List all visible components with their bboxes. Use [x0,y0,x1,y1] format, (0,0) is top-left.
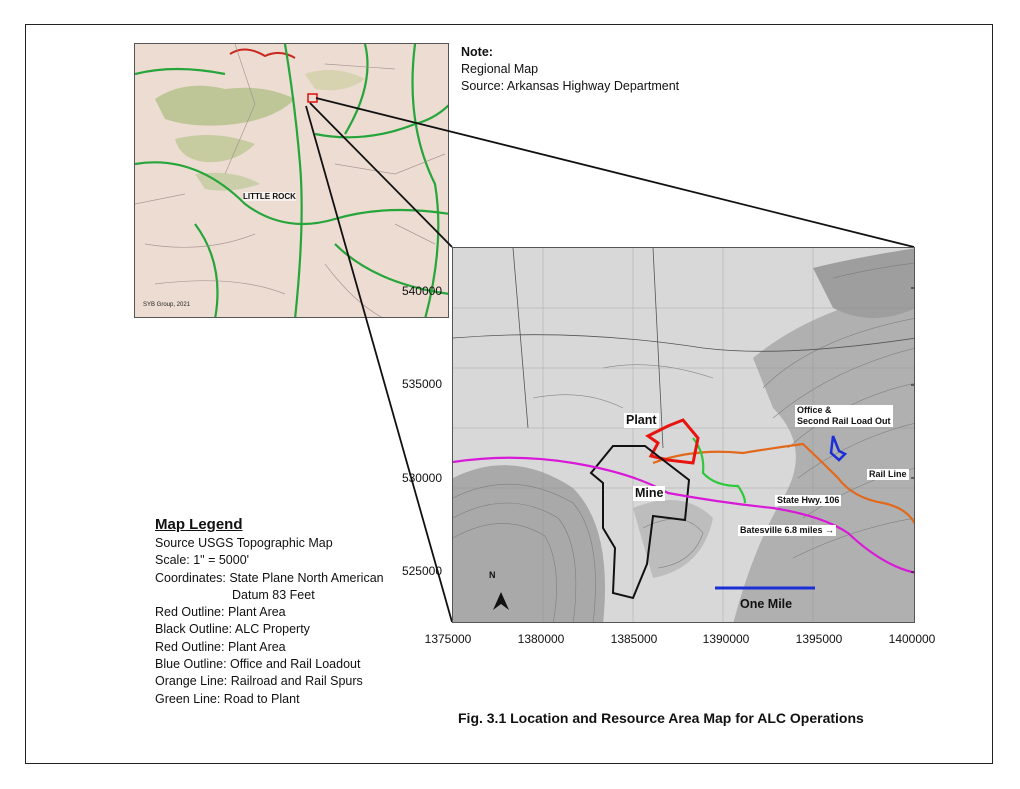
topographic-map [452,247,915,623]
label-batesville: Batesville 6.8 miles → [740,525,835,535]
legend-line: Black Outline: ALC Property [155,622,310,637]
legend-line: Source USGS Topographic Map [155,536,333,550]
y-tick: 535000 [401,377,442,391]
note-line: Source: Arkansas Highway Department [461,79,680,93]
legend-line: Red Outline: Plant Area [155,605,286,620]
map-legend [155,515,384,708]
legend-title: Map Legend [155,516,243,533]
label-office-line2: Second Rail Load Out [797,416,891,426]
label-rail-line: Rail Line [869,469,907,479]
note-block [461,44,679,95]
x-tick: 1400000 [888,632,936,646]
legend-line: Coordinates: State Plane North American [155,570,384,585]
x-tick: 1390000 [702,632,750,646]
legend-line: Red Outline: Plant Area [155,639,286,654]
label-office [795,405,893,427]
city-label-little-rock: LITTLE ROCK [243,192,296,201]
y-tick: 540000 [401,284,442,298]
topo-map-graphic [453,248,915,623]
note-line: Regional Map [461,62,539,76]
note-heading: Note: [461,45,493,59]
legend-line: Datum 83 Feet [232,587,315,602]
legend-line: Orange Line: Railroad and Rail Spurs [155,674,363,689]
x-tick: 1385000 [610,632,658,646]
legend-line: Green Line: Road to Plant [155,691,300,706]
y-tick: 530000 [401,471,442,485]
map-credit: SYB Group, 2021 [143,302,191,308]
legend-line: Scale: 1" = 5000' [155,553,250,568]
label-office-line1: Office & [797,405,832,415]
north-arrow-label: N [489,570,496,580]
figure-caption: Fig. 3.1 Location and Resource Area Map for ALC Operations [458,710,864,726]
y-tick: 525000 [401,564,442,578]
label-highway: State Hwy. 106 [777,495,840,505]
x-tick: 1375000 [424,632,472,646]
x-tick: 1380000 [517,632,565,646]
legend-line: Blue Outline: Office and Rail Loadout [155,657,361,672]
label-scale-bar: One Mile [740,597,793,611]
x-tick: 1395000 [795,632,843,646]
label-mine: Mine [635,486,664,500]
label-plant: Plant [626,413,657,427]
